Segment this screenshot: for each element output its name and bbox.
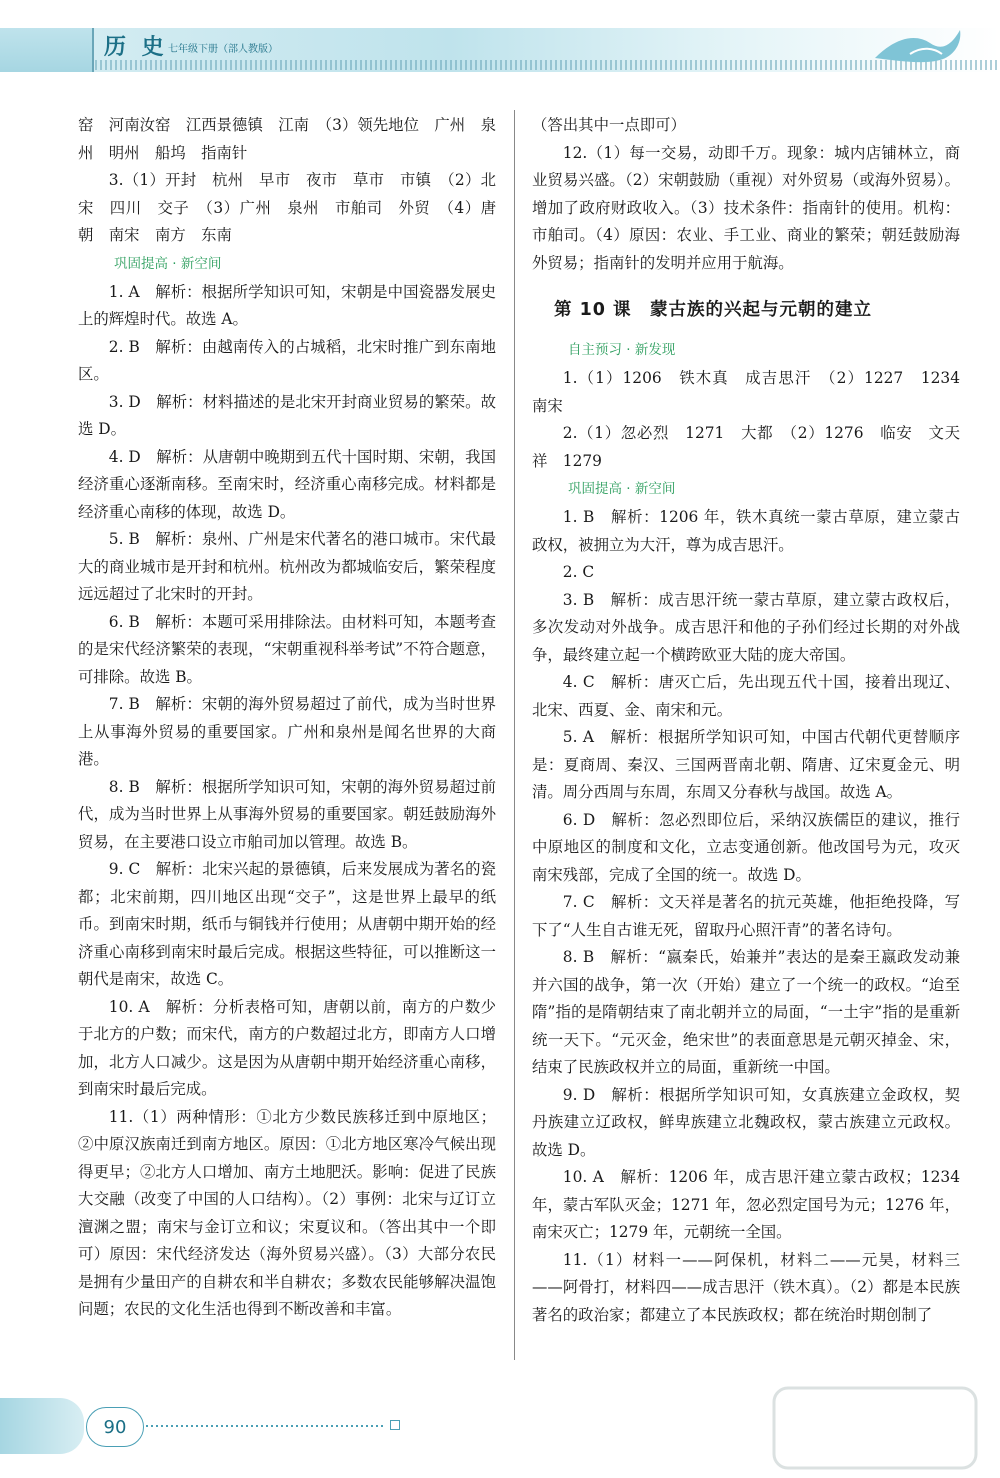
answer-paragraph: 10. A 解析：1206 年，成吉思汗建立蒙古政权；1234 年，蒙古军队灭金；1271 年，忽必烈定国号为元；1276 年，南宋灭亡；1279 年，元朝统一全国。 [532, 1168, 960, 1241]
answer-paragraph: 1.（1）1206 铁木真 成吉思汗 （2）1227 1234 南宋 [532, 369, 976, 415]
left-column [78, 112, 496, 1324]
answer-paragraph: 3.（1）开封 杭州 早市 夜市 草市 市镇 （2）北宋 四川 交子 （3）广州 泉州 市舶司 外贸 （4）唐朝 南宋 南方 东南 [78, 171, 496, 244]
answer-paragraph: 5. A 解析：根据所学知识可知，中国古代朝代更替顺序是：夏商周、秦汉、三国两晋南北朝、隋唐、辽宋夏金元、明清。周分西周与东周，东周又分春秋与战国。故选 A。 [532, 728, 960, 801]
wave-logo-icon [870, 18, 970, 68]
answer-paragraph: 2.（1）忽必烈 1271 大都 （2）1276 临安 文天祥 1279 [532, 424, 960, 470]
answer-paragraph: 6. B 解析：本题可采用排除法。由材料可知，本题考查的是宋代经济繁荣的表现，“宋朝重视科举考试”不符合题意，可排除。故选 B。 [78, 612, 496, 686]
answer-paragraph: 1. B 解析：1206 年，铁木真统一蒙古草原，建立蒙古政权，被拥立为大汗，尊为成吉思汗。 [532, 508, 960, 554]
column-divider [514, 110, 515, 1360]
answer-paragraph: 2. C [562, 563, 595, 581]
answer-paragraph: 1. A 解析：根据所学知识可知，宋朝是中国瓷器发展史上的辉煌时代。故选 A。 [78, 282, 496, 328]
footer-band [0, 1398, 84, 1454]
watermark-logo [770, 1384, 980, 1472]
answer-paragraph: 5. B 解析：泉州、广州是宋代著名的港口城市。宋代最大的商业城市是开封和杭州。杭州改为都城临安后，繁荣程度远远超过了北宋时的开封。 [78, 530, 496, 603]
footer-square-icon [390, 1420, 400, 1430]
answer-paragraph: 3. D 解析：材料描述的是北宋开封商业贸易的繁荣。故选 D。 [78, 392, 496, 438]
answer-paragraph: 7. B 解析：宋朝的海外贸易超过了前代，成为当时世界上从事海外贸易的重要国家。广州和泉州是闻名世界的大商港。 [78, 695, 496, 768]
answer-paragraph: 10. A 解析：分析表格可知，唐朝以前，南方的户数少于北方的户数；而宋代，南方的户数超过北方，即南方人口增加，北方人口减少。这是因为从唐朝中期开始经济重心南移，到南宋时最后完成。 [78, 997, 496, 1098]
answer-paragraph: 11.（1）两种情形：①北方少数民族移迁到中原地区；②中原汉族南迁到南方地区。原因：①北方地区寒冷气候出现得更早；②北方人口增加、南方土地肥沃。影响：促进了民族大交融（改变了中国的人口结构）。（2）事例：北宋与辽订立澶渊之盟；南宋与金订立和议；宋夏议和。（答出其中一个即可）原因：宋代经济发达（海外贸易兴盛）。（3）大部分农民是拥有少量田产的自耕农和半自耕农；多数农民能够解决温饱问题；农民的文化生活也得到不断改善和丰富。 [78, 1107, 496, 1318]
header-stripe [0, 60, 1000, 70]
answer-paragraph: 4. D 解析：从唐朝中晚期到五代十国时期、宋朝，我国经济重心逐渐南移。至南宋时，经济重心南移完成。材料都是经济重心南移的体现，故选 D。 [78, 447, 496, 521]
section-heading: 自主预习 · 新发现 [568, 342, 676, 358]
answer-paragraph: 9. D 解析：根据所学知识可知，女真族建立金政权，契丹族建立辽政权，鲜卑族建立北魏政权，蒙古族建立元政权。故选 D。 [532, 1085, 960, 1159]
answer-paragraph: 11.（1）材料一——阿保机，材料二——元昊，材料三——阿骨打，材料四——成吉思汗（铁木真）。（2）都是本民族著名的政治家；都建立了本民族政权；都在统治时期创制了 [532, 1250, 960, 1324]
section-heading: 巩固提高 · 新空间 [568, 481, 676, 497]
subject-title: 历 史 [104, 35, 168, 60]
answer-paragraph: 12.（1）每一交易，动即千万。现象：城内店铺林立，商业贸易兴盛。（2）宋朝鼓励（重视）对外贸易（或海外贸易）。增加了政府财政收入。（3）技术条件：指南针的使用。机构：市舶司。（4）原因：农业、手工业、商业的繁荣；朝廷鼓励海外贸易；指南针的发明并应用于航海。 [532, 143, 960, 272]
page-header [0, 0, 1000, 100]
grade-label: 七年级下册（部人教版） [168, 44, 278, 55]
section-heading: 巩固提高 · 新空间 [114, 255, 222, 272]
answer-paragraph: （答出其中一点即可） [532, 116, 686, 134]
page-number: 90 [86, 1407, 144, 1447]
answer-paragraph: 6. D 解析：忽必烈即位后，采纳汉族儒臣的建议，推行中原地区的制度和文化，立志变通创新。他改国号为元，攻灭南宋残部，完成了全国的统一。故选 D。 [532, 810, 960, 884]
footer-dotted-line [146, 1425, 386, 1427]
answer-paragraph: 7. C 解析：文天祥是著名的抗元英雄，他拒绝投降，写下了“人生自古谁无死，留取丹心照汗青”的著名诗句。 [532, 893, 960, 939]
right-column [532, 112, 976, 1329]
answer-paragraph: 2. B 解析：由越南传入的占城稻，北宋时推广到东南地区。 [78, 337, 496, 383]
answer-paragraph: 3. B 解析：成吉思汗统一蒙古草原，建立蒙古政权后，多次发动对外战争。成吉思汗和他的子孙们经过长期的对外战争，最终建立起一个横跨欧亚大陆的庞大帝国。 [532, 590, 960, 664]
answer-paragraph: 8. B 解析：“嬴秦氏，始兼并”表达的是秦王嬴政发动兼并六国的战争，第一次（开始）建立了一个统一的政权。“迨至隋”指的是隋朝结束了南北朝并立的局面，“一土宇”指的是重新统一天下。“元灭金，绝宋世”的表面意思是元朝灭掉金、宋，结束了民族政权并立的局面，重新统一中国。 [532, 948, 960, 1076]
answer-paragraph: 窑 河南汝窑 江西景德镇 江南 （3）领先地位 广州 泉州 明州 船坞 指南针 [78, 116, 496, 162]
answer-paragraph: 4. C 解析：唐灭亡后，先出现五代十国，接着出现辽、北宋、西夏、金、南宋和元。 [532, 673, 960, 719]
lesson-title: 第 10 课 蒙古族的兴起与元朝的建立 [554, 300, 873, 320]
answer-paragraph: 8. B 解析：根据所学知识可知，宋朝的海外贸易超过前代，成为当时世界上从事海外贸易的重要国家。朝廷鼓励海外贸易，在主要港口设立市舶司加以管理。故选 B。 [78, 777, 496, 851]
answer-paragraph: 9. C 解析：北宋兴起的景德镇，后来发展成为著名的瓷都；北宋前期，四川地区出现“交子”，这是世界上最早的纸币。到南宋时期，纸币与铜钱并行使用；从唐朝中期开始的经济重心南移到南宋时最后完成。根据这些特征，可以推断这一朝代是南宋，故选 C。 [78, 860, 496, 988]
header-tab [0, 28, 94, 72]
